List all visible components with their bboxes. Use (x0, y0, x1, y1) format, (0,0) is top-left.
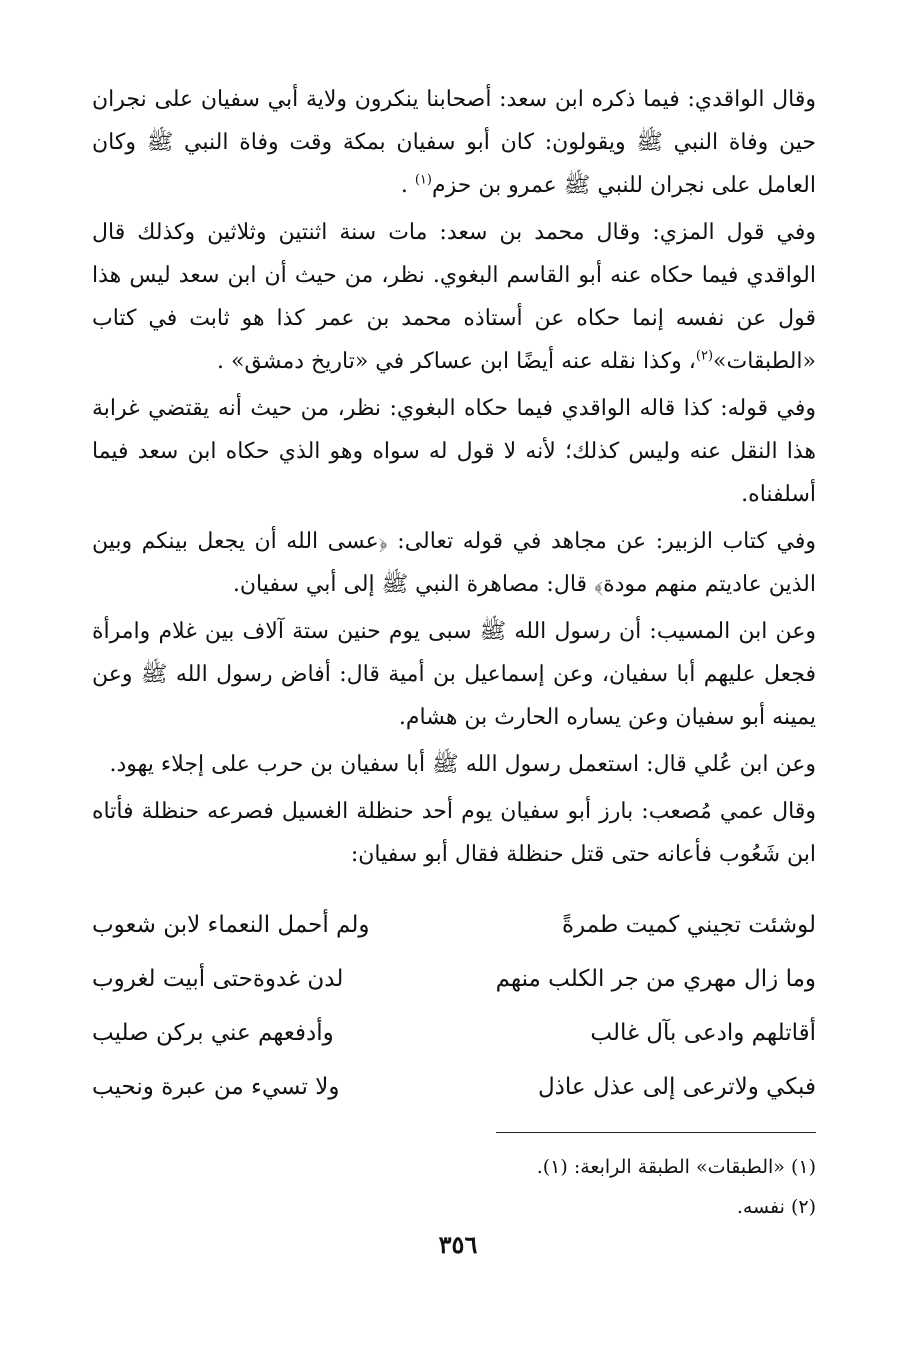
footnote-ref: (٢) (695, 348, 714, 364)
paragraph-text: وفي كتاب الزبير: عن مجاهد في قوله تعالى: ﴿عسى الله أن يجعل بينكم وبين الذين عاديتم منهم مودة﴾ قال: مصاهرة النبي ﷺ إلى أبي سفيان. (92, 529, 816, 597)
paragraph (92, 743, 816, 786)
body-text (92, 78, 816, 876)
paragraph (92, 78, 816, 207)
paragraph-end: . (400, 173, 415, 198)
verse-second-hemistich: وأدفعهم عني بركن صليب (92, 1020, 334, 1046)
paragraph (92, 387, 816, 516)
footnote-ref: (١) (414, 172, 432, 188)
footnotes (92, 1147, 816, 1227)
paragraph-text: وقال عمي مُصعب: بارز أبو سفيان يوم أحد حنظلة الغسيل فصرعه حنظلة فأتاه ابن شَعُوب فأعانه حتى قتل حنظلة فقال أبو سفيان: (92, 799, 816, 867)
verse-first-hemistich: فبكي ولاترعى إلى عذل عاذل (537, 1074, 816, 1100)
verse-line (92, 952, 816, 1006)
footnote: (٢) نفسه. (736, 1196, 816, 1218)
verse-line (92, 1060, 816, 1114)
paragraph (92, 610, 816, 739)
paragraph (92, 211, 816, 383)
paragraph-text: وعن ابن عُلي قال: استعمل رسول الله ﷺ أبا سفيان بن حرب على إجلاء يهود. (109, 752, 816, 777)
paragraph (92, 520, 816, 606)
paragraph-text: وعن ابن المسيب: أن رسول الله ﷺ سبى يوم حنين ستة آلاف بين غلام وامرأة فجعل عليهم أبا سفيان، وعن إسماعيل بن أمية قال: أفاض رسول الله ﷺ وعن يمينه أبو سفيان وعن يساره الحارث بن هشام. (92, 619, 816, 730)
page-number: ٣٥٦ (438, 1230, 478, 1259)
verse-second-hemistich: ولا تسيء من عبرة ونحيب (92, 1074, 340, 1100)
paragraph-text: وفي قول المزي: وقال محمد بن سعد: مات سنة اثنتين وثلاثين وكذلك قال الواقدي فيما حكاه عنه أبو القاسم البغوي. نظر، من حيث أن ابن سعد ليس هذا قول عن نفسه إنما حكاه عن أستاذه محمد بن عمر كذا هو ثابت في كتاب «الطبقات» (92, 220, 816, 374)
footnote-separator (496, 1132, 816, 1133)
paragraph-end: ، وكذا نقله عنه أيضًا ابن عساكر في «تاريخ دمشق» . (217, 349, 696, 374)
paragraph (92, 790, 816, 876)
verse-line (92, 1006, 816, 1060)
verse-line (92, 898, 816, 952)
paragraph-text: وفي قوله: كذا قاله الواقدي فيما حكاه البغوي: نظر، من حيث أنه يقتضي غرابة هذا النقل عنه وليس كذلك؛ لأنه لا قول له سواه وهو الذي حكاه ابن سعد فيما أسلفناه. (92, 396, 816, 507)
footnote: (١) «الطبقات» الطبقة الرابعة: (١). (536, 1156, 816, 1178)
verse-first-hemistich: لوشئت تجيني كميت طمرةً (561, 912, 816, 938)
paragraph-text: وقال الواقدي: فيما ذكره ابن سعد: أصحابنا ينكرون ولاية أبي سفيان على نجران حين وفاة النبي ﷺ ويقولون: كان أبو سفيان بمكة وقت وفاة النبي ﷺ وكان العامل على نجران للنبي ﷺ عمرو بن حزم (92, 87, 816, 198)
verse-first-hemistich: وما زال مهري من جر الكلب منهم (495, 966, 816, 992)
verse-second-hemistich: ولم أحمل النعماء لابن شعوب (92, 912, 370, 938)
poem (92, 898, 816, 1114)
verse-second-hemistich: لدن غدوةحتى أبيت لغروب (92, 966, 344, 992)
verse-first-hemistich: أقاتلهم وادعى بآل غالب (590, 1020, 816, 1046)
